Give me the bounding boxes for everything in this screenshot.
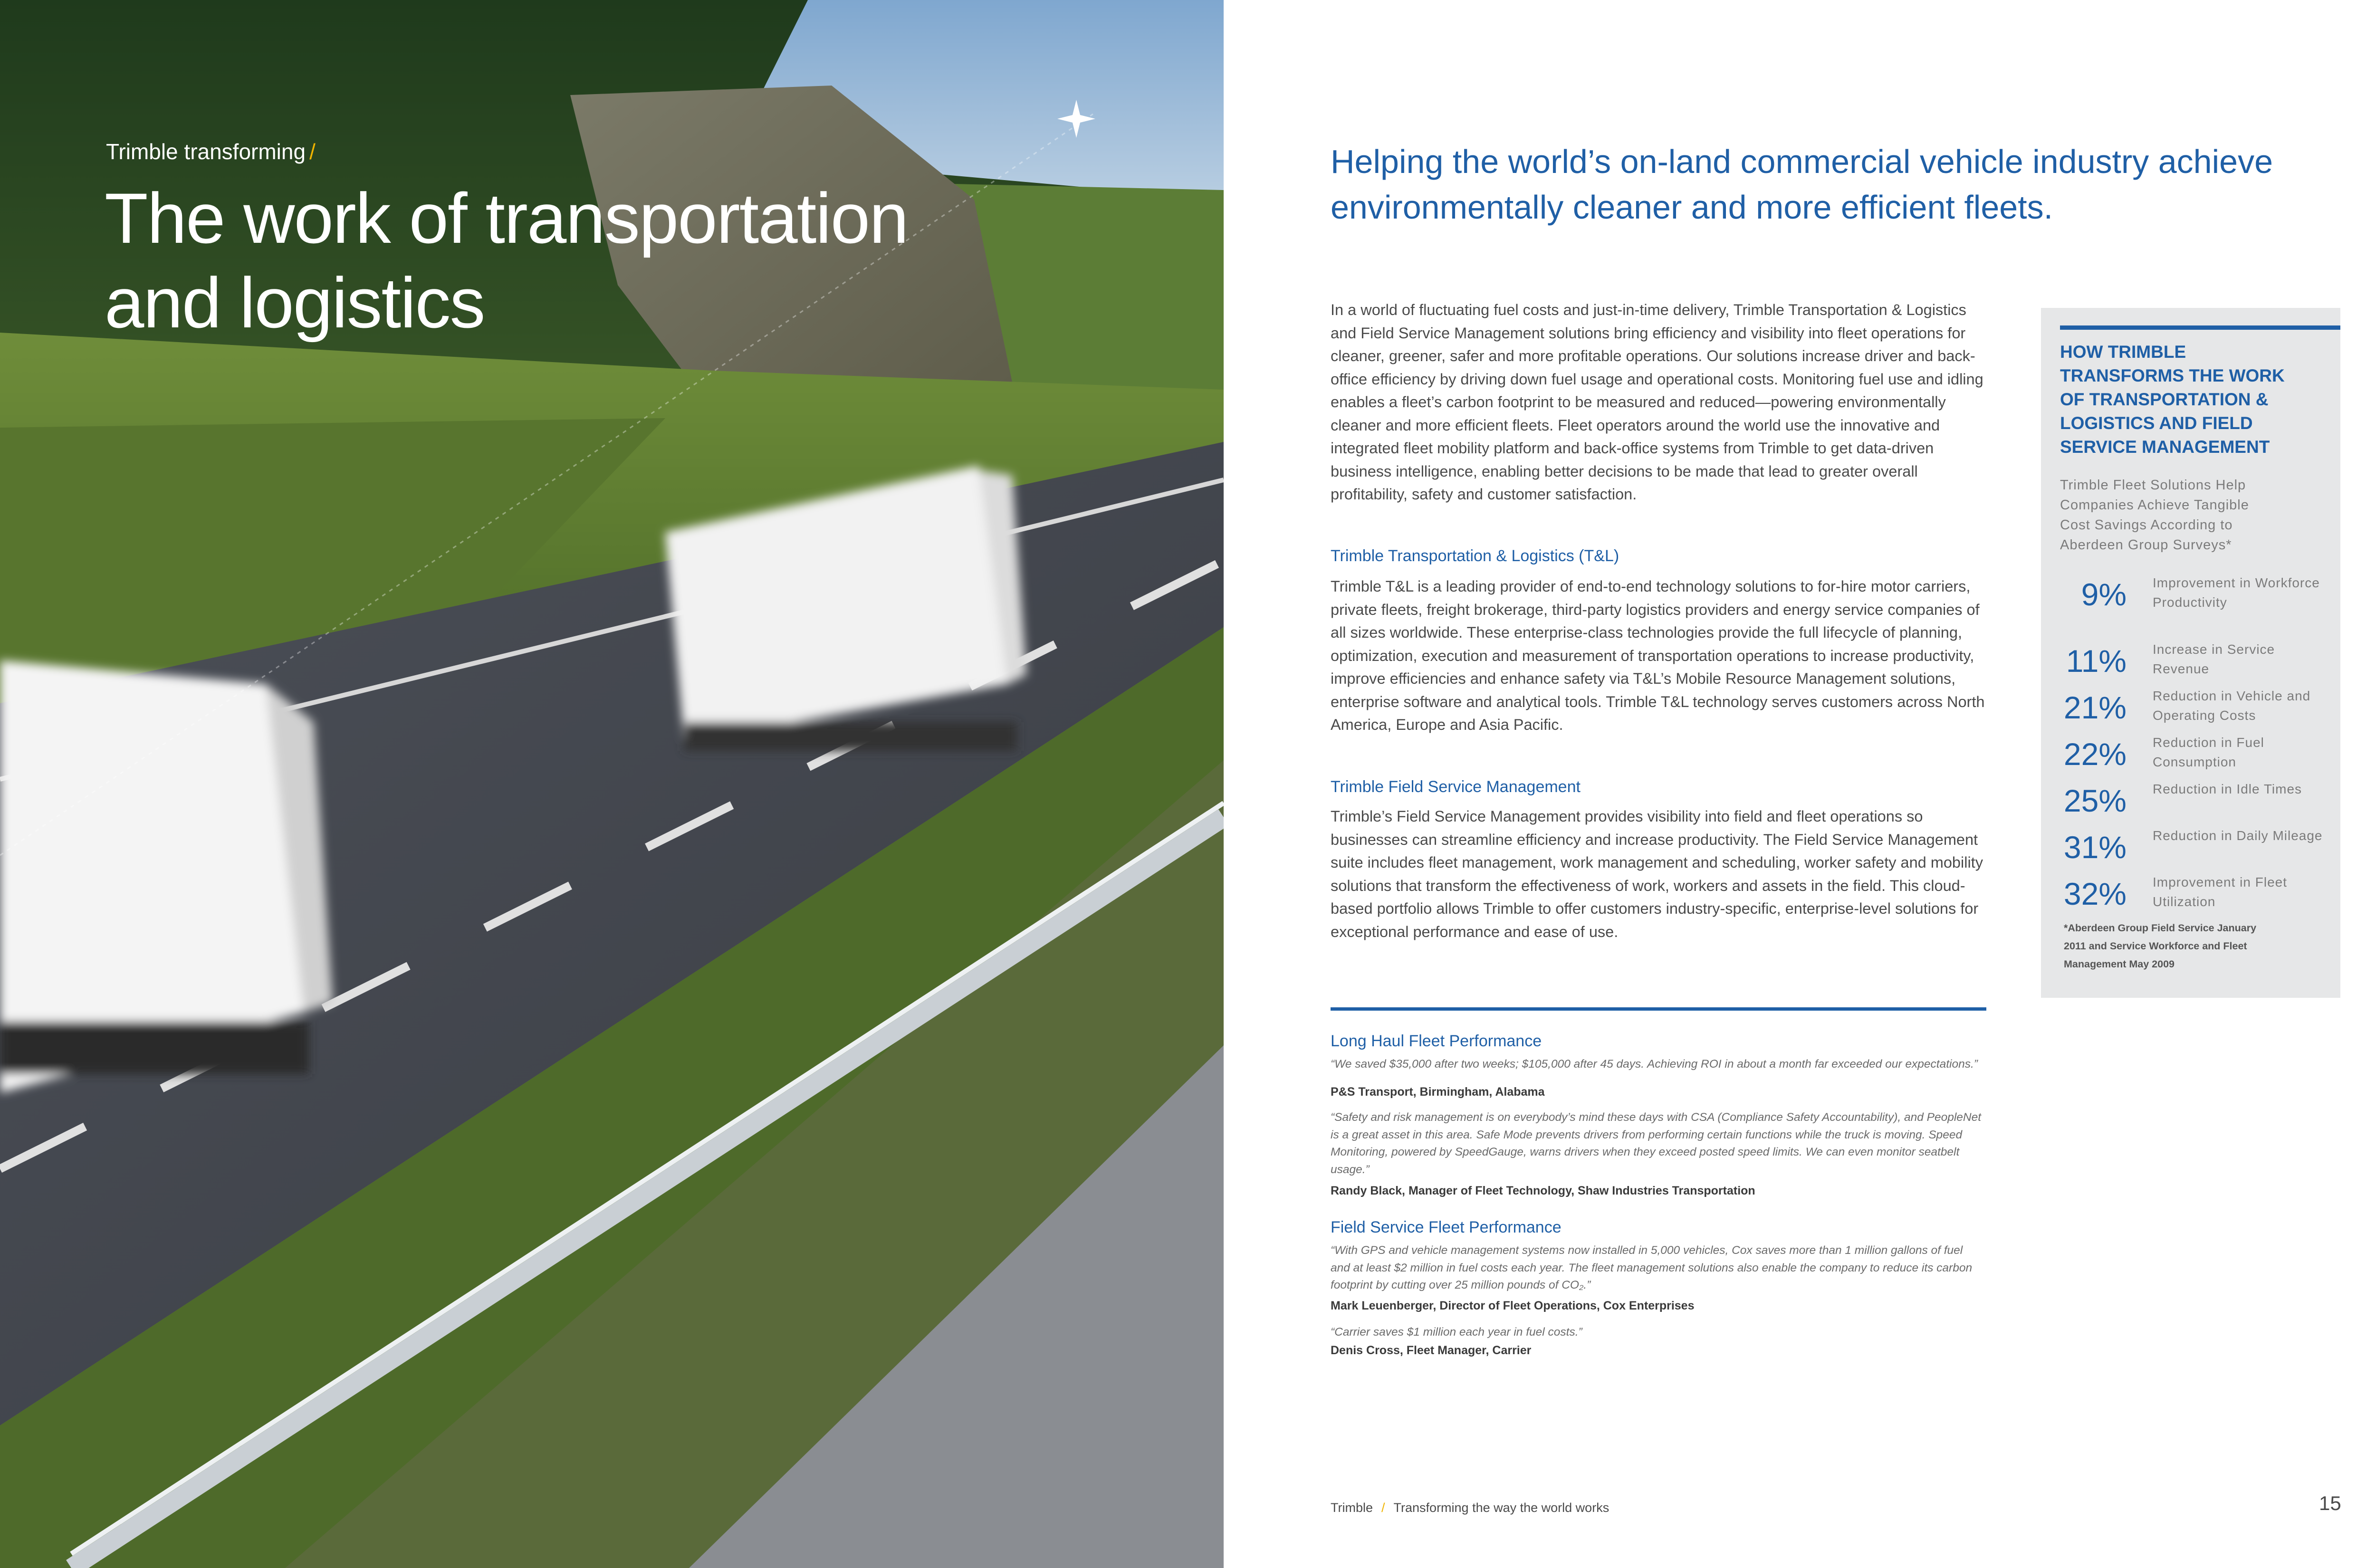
sidebar-title-line: TRANSFORMS THE WORK [2060,366,2285,385]
sidebar-subtitle-line: Aberdeen Group Surveys* [2060,537,2232,553]
page-title [105,176,960,345]
stat-label: Reduction in Vehicle and Operating Costs [2153,688,2311,723]
quote-4-attribution: Denis Cross, Fleet Manager, Carrier [1331,1344,1532,1357]
section-divider [1331,1007,1986,1011]
stat-item [2041,826,2340,871]
eyebrow-slash: / [309,139,316,164]
sidebar-title-line: LOGISTICS AND FIELD [2060,413,2253,433]
tl-heading: Trimble Transportation & Logistics (T&L) [1331,547,1619,565]
headline [1331,139,2352,230]
page-number: 15 [2319,1492,2341,1514]
stat-item [2041,640,2340,685]
title-line-2: and logistics [105,263,485,343]
headline-line-1: Helping the world’s on-land commercial vehicle industry achieve [1331,143,2273,180]
section-eyebrow [106,139,316,164]
footer-slash: / [1381,1501,1385,1515]
tl-paragraph: Trimble T&L is a leading provider of end-to-end technology solutions to for-hire motor carriers, private fleets, freight brokerage, third-party logistics providers and energy service companies of all sizes worldwide. These enterprise-class technologies provide the full lifecycle of planning, optimization, execution and measurement of transportation operations to increase productivity, improve efficiencies and enhance safety via T&L’s Mobile Resource Management solutions, enterprise software and analytical tools. Trimble T&L technology serves customers across North America, Europe and Asia Pacific. [1331,578,1985,733]
stats-sidebar [2041,308,2340,998]
stat-item [2041,733,2340,778]
stat-label: Improvement in Workforce Productivity [2153,575,2320,610]
fsm-heading: Trimble Field Service Management [1331,778,1581,796]
stat-label: Reduction in Idle Times [2153,782,2302,796]
sidebar-title [2060,340,2326,459]
field-service-heading: Field Service Fleet Performance [1331,1218,1562,1236]
stat-item [2041,779,2340,825]
quote-2-attribution: Randy Black, Manager of Fleet Technology, Shaw Industries Transportation [1331,1184,1755,1197]
sidebar-footnote-line: Management May 2009 [2064,958,2175,970]
stat-item [2041,872,2340,918]
stat-label: Reduction in Fuel Consumption [2153,735,2264,769]
sidebar-title-line: OF TRANSPORTATION & [2060,390,2269,409]
intro-paragraph: In a world of fluctuating fuel costs and just-in-time delivery, Trimble Transportation & Logistics and Field Service Management solutions bring efficiency and visibility into fleet operations for cleaner, greener, safer and more profitable operations. Our solutions increase driver and back-office efficiency by driving down fuel usage and operational costs. Monitoring fuel use and idling enables a fleet’s carbon footprint to be measured and reduced—powering environmentally cleaner and more efficient fleets. Fleet operators around the world use the innovative and integrated fleet mobility platform and back-office systems from Trimble to get data-driven business intelligence, enabling better decisions to be made that lead to greater overall profitability, safety and customer satisfaction. [1331,301,1983,503]
footer-tagline: Transforming the way the world works [1393,1501,1610,1515]
headline-line-2: environmentally cleaner and more efficient fleets. [1331,189,2053,226]
sidebar-footnote-line: 2011 and Service Workforce and Fleet [2064,940,2247,952]
sidebar-footnote [2064,919,2311,973]
quote-3: “With GPS and vehicle management systems now installed in 5,000 vehicles, Cox saves more than 1 million gallons of fuel and at least $2 million in fuel costs each year. The fleet management solutions also enable the company to reduce its carbon footprint by cutting over 25 million pounds of CO₂.” [1331,1244,1973,1291]
quote-3-attribution: Mark Leuenberger, Director of Fleet Operations, Cox Enterprises [1331,1299,1695,1312]
sidebar-footnote-line: *Aberdeen Group Field Service January [2064,922,2257,934]
sidebar-title-line: HOW TRIMBLE [2060,342,2186,362]
stat-item [2041,573,2340,619]
stat-percent: 22% [2063,736,2127,772]
sidebar-title-line: SERVICE MANAGEMENT [2060,437,2270,457]
quote-4: “Carrier saves $1 million each year in fuel costs.” [1331,1326,1582,1339]
long-haul-heading: Long Haul Fleet Performance [1331,1032,1542,1050]
stat-label: Reduction in Daily Mileage [2153,828,2323,843]
fsm-paragraph: Trimble’s Field Service Management provides visibility into field and fleet operations so businesses can streamline efficiency and increase productivity. The Field Service Management suite includes fleet management, work management and scheduling, worker safety and mobility solutions that transform the effectiveness of work, workers and assets in the field. This cloud-based portfolio allows Trimble to offer customers industry-specific, enterprise-level solutions for exceptional performance and ease of use. [1331,808,1983,940]
stat-percent: 32% [2063,876,2127,911]
title-line-1: The work of transportation [105,178,908,258]
sidebar-subtitle-line: Trimble Fleet Solutions Help [2060,478,2246,493]
stat-percent: 9% [2081,577,2127,612]
stat-item [2041,686,2340,732]
stat-percent: 31% [2063,830,2127,865]
sidebar-subtitle [2060,475,2326,555]
stat-percent: 11% [2066,643,2127,679]
quote-2: “Safety and risk management is on everybody’s mind these days with CSA (Compliance Safety Accountability), and PeopleNet is a great asset in this area. Safe Mode prevents drivers from performing certain functions while the truck is moving. Speed Monitoring, powered by SpeedGauge, warns drivers when they exceed posted speed limits. We can even monitor seatbelt usage.” [1331,1111,1982,1176]
stat-percent: 21% [2063,690,2127,725]
quote-1: “We saved $35,000 after two weeks; $105,000 after 45 days. Achieving ROI in about a month far exceeded our expectations.” [1331,1058,1978,1071]
stat-percent: 25% [2063,783,2127,818]
stat-label: Increase in Service Revenue [2153,642,2275,676]
quote-1-attribution: P&S Transport, Birmingham, Alabama [1331,1085,1545,1099]
page-footer [1331,1501,1609,1515]
eyebrow-text: Trimble transforming [106,139,306,164]
sidebar-rule [2060,325,2340,330]
sidebar-subtitle-line: Cost Savings According to [2060,517,2233,533]
footer-brand: Trimble [1331,1501,1373,1515]
sidebar-subtitle-line: Companies Achieve Tangible [2060,497,2249,513]
stat-label: Improvement in Fleet Utilization [2153,875,2287,909]
